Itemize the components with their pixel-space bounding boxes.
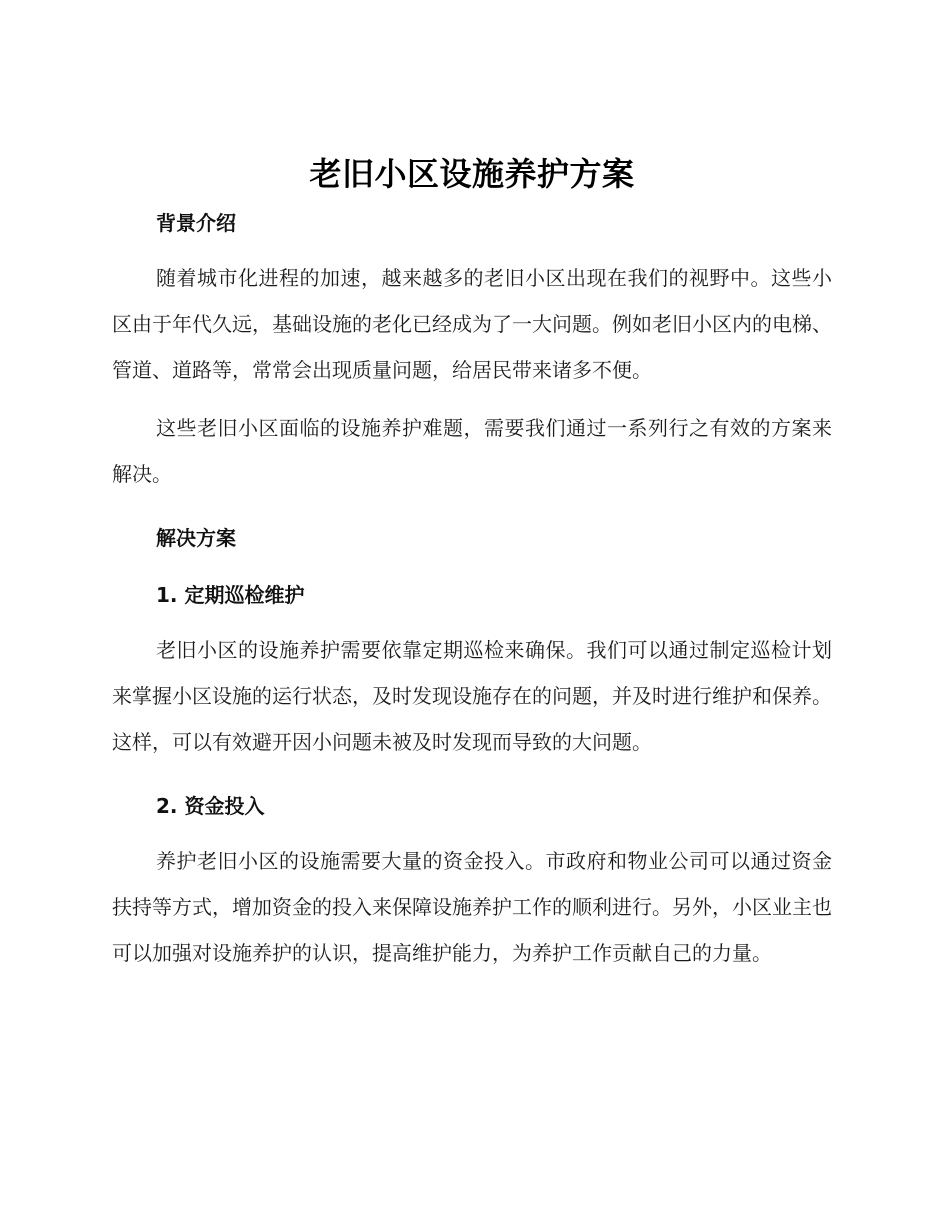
section-heading-background: 背景介绍	[156, 211, 236, 235]
background-paragraph-1: 随着城市化进程的加速，越来越多的老旧小区出现在我们的视野中。这些小区由于年代久远，基础设施的老化已经成为了一大问题。例如老旧小区内的电梯、管道、道路等，常常会出现质量问题，给居民带来诸多不便。	[112, 266, 832, 382]
inspection-paragraph: 老旧小区的设施养护需要依靠定期巡检来确保。我们可以通过制定巡检计划来掌握小区设施的运行状态，及时发现设施存在的问题，并及时进行维护和保养。这样，可以有效避开因小问题未被及时发现而导致的大问题。	[112, 638, 832, 754]
document-body	[112, 148, 832, 976]
subsection-heading-inspection: 1. 定期巡检维护	[156, 583, 305, 607]
section-heading-solution: 解决方案	[156, 526, 236, 550]
background-paragraph-2: 这些老旧小区面临的设施养护难题，需要我们通过一系列行之有效的方案来解决。	[112, 416, 832, 486]
funding-paragraph: 养护老旧小区的设施需要大量的资金投入。市政府和物业公司可以通过资金扶持等方式，增加资金的投入来保障设施养护工作的顺利进行。另外，小区业主也可以加强对设施养护的认识，提高维护能力，为养护工作贡献自己的力量。	[112, 849, 832, 965]
subsection-heading-funding: 2. 资金投入	[156, 794, 265, 818]
document-title: 老旧小区设施养护方案	[309, 155, 635, 193]
